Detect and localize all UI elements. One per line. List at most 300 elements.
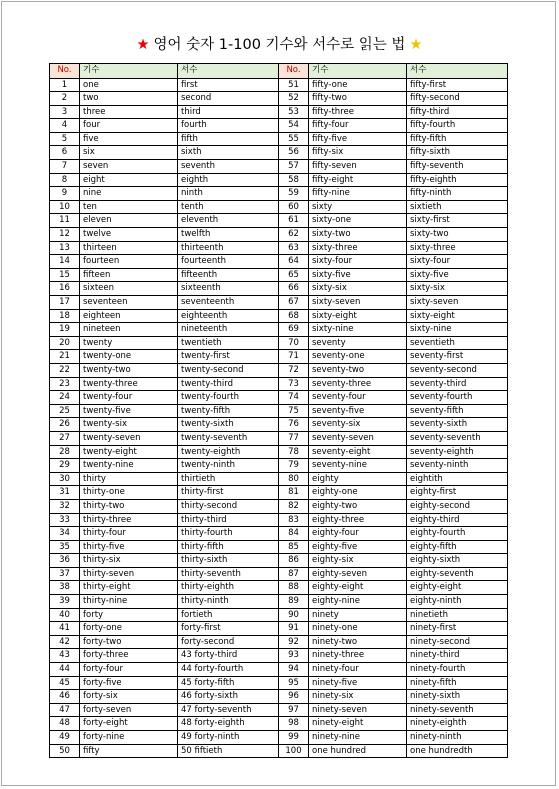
- cell-no-right: 76: [279, 418, 309, 432]
- cell-ordinal-right: seventy-eighth: [407, 445, 508, 459]
- cell-no-right: 82: [279, 499, 309, 513]
- cell-cardinal-right: eighty: [309, 472, 407, 486]
- table-row: [50, 105, 508, 119]
- cell-cardinal-left: forty-one: [80, 622, 178, 636]
- header-no-left: No.: [50, 64, 80, 79]
- cell-ordinal-right: eighty-eight: [407, 581, 508, 595]
- cell-no-left: 45: [50, 676, 80, 690]
- cell-ordinal-right: ninety-fourth: [407, 663, 508, 677]
- table-row: [50, 744, 508, 758]
- cell-no-right: 93: [279, 649, 309, 663]
- cell-cardinal-right: seventy-seven: [309, 431, 407, 445]
- cell-ordinal-right: seventy-fourth: [407, 391, 508, 405]
- cell-cardinal-left: twenty-three: [80, 377, 178, 391]
- cell-cardinal-left: three: [80, 105, 178, 119]
- cell-ordinal-right: eighty-ninth: [407, 595, 508, 609]
- cell-ordinal-left: twenty-third: [178, 377, 279, 391]
- cell-ordinal-left: forty-first: [178, 622, 279, 636]
- table-row: [50, 635, 508, 649]
- cell-no-right: 65: [279, 268, 309, 282]
- table-row: [50, 214, 508, 228]
- cell-cardinal-left: forty-four: [80, 663, 178, 677]
- cell-no-right: 91: [279, 622, 309, 636]
- table-row: [50, 309, 508, 323]
- cell-no-left: 21: [50, 350, 80, 364]
- cell-cardinal-right: sixty-six: [309, 282, 407, 296]
- cell-cardinal-left: fifteen: [80, 268, 178, 282]
- table-row: [50, 377, 508, 391]
- cell-cardinal-left: thirty: [80, 472, 178, 486]
- cell-no-right: 96: [279, 690, 309, 704]
- cell-ordinal-left: twelfth: [178, 228, 279, 242]
- table-row: [50, 445, 508, 459]
- cell-no-right: 57: [279, 160, 309, 174]
- cell-ordinal-left: forty-second: [178, 635, 279, 649]
- table-row: [50, 323, 508, 337]
- cell-ordinal-left: fourteenth: [178, 255, 279, 269]
- cell-ordinal-right: sixty-four: [407, 255, 508, 269]
- cell-cardinal-left: eighteen: [80, 309, 178, 323]
- table-row: [50, 391, 508, 405]
- cell-no-left: 32: [50, 499, 80, 513]
- cell-cardinal-left: four: [80, 119, 178, 133]
- cell-cardinal-left: twenty-six: [80, 418, 178, 432]
- cell-ordinal-left: ninth: [178, 187, 279, 201]
- table-row: [50, 608, 508, 622]
- table-row: [50, 472, 508, 486]
- cell-no-right: 56: [279, 146, 309, 160]
- cell-no-right: 55: [279, 132, 309, 146]
- cell-no-left: 35: [50, 540, 80, 554]
- cell-ordinal-right: sixtieth: [407, 200, 508, 214]
- cell-cardinal-left: fifty: [80, 744, 178, 758]
- cell-ordinal-left: twenty-fifth: [178, 404, 279, 418]
- cell-ordinal-right: ninety-second: [407, 635, 508, 649]
- cell-no-left: 39: [50, 595, 80, 609]
- cell-ordinal-left: third: [178, 105, 279, 119]
- table-row: [50, 717, 508, 731]
- cell-ordinal-left: 44 forty-fourth: [178, 663, 279, 677]
- cell-ordinal-right: one hundredth: [407, 744, 508, 758]
- cell-no-right: 83: [279, 513, 309, 527]
- cell-no-right: 100: [279, 744, 309, 758]
- cell-no-left: 3: [50, 105, 80, 119]
- table-row: [50, 554, 508, 568]
- cell-no-left: 48: [50, 717, 80, 731]
- cell-cardinal-right: seventy-nine: [309, 459, 407, 473]
- cell-ordinal-right: sixty-six: [407, 282, 508, 296]
- cell-cardinal-right: sixty-eight: [309, 309, 407, 323]
- cell-no-right: 72: [279, 363, 309, 377]
- cell-no-right: 60: [279, 200, 309, 214]
- cell-ordinal-right: seventy-ninth: [407, 459, 508, 473]
- table-row: [50, 173, 508, 187]
- cell-ordinal-left: fortieth: [178, 608, 279, 622]
- cell-cardinal-right: seventy-five: [309, 404, 407, 418]
- cell-no-left: 30: [50, 472, 80, 486]
- cell-ordinal-left: twenty-sixth: [178, 418, 279, 432]
- cell-ordinal-right: ninety-first: [407, 622, 508, 636]
- cell-cardinal-left: twenty-five: [80, 404, 178, 418]
- cell-no-left: 38: [50, 581, 80, 595]
- cell-cardinal-right: fifty-two: [309, 92, 407, 106]
- cell-no-left: 8: [50, 173, 80, 187]
- cell-no-left: 36: [50, 554, 80, 568]
- table-row: [50, 431, 508, 445]
- cell-ordinal-right: ninety-sixth: [407, 690, 508, 704]
- cell-cardinal-right: sixty-five: [309, 268, 407, 282]
- cell-ordinal-left: thirty-third: [178, 513, 279, 527]
- cell-cardinal-right: sixty-seven: [309, 296, 407, 310]
- cell-cardinal-left: forty-two: [80, 635, 178, 649]
- cell-cardinal-right: fifty-eight: [309, 173, 407, 187]
- cell-ordinal-right: fifty-fifth: [407, 132, 508, 146]
- cell-ordinal-right: eightith: [407, 472, 508, 486]
- cell-cardinal-left: thirty-seven: [80, 567, 178, 581]
- table-row: [50, 200, 508, 214]
- cell-ordinal-left: sixth: [178, 146, 279, 160]
- cell-cardinal-right: ninety-three: [309, 649, 407, 663]
- cell-ordinal-right: sixty-five: [407, 268, 508, 282]
- cell-no-left: 15: [50, 268, 80, 282]
- cell-ordinal-left: thirty-first: [178, 486, 279, 500]
- cell-cardinal-left: thirteen: [80, 241, 178, 255]
- cell-ordinal-left: thirty-fifth: [178, 540, 279, 554]
- cell-cardinal-left: thirty-four: [80, 527, 178, 541]
- cell-cardinal-right: fifty-six: [309, 146, 407, 160]
- cell-cardinal-right: eighty-nine: [309, 595, 407, 609]
- cell-cardinal-left: seventeen: [80, 296, 178, 310]
- cell-cardinal-right: ninety-two: [309, 635, 407, 649]
- cell-no-right: 80: [279, 472, 309, 486]
- cell-no-left: 10: [50, 200, 80, 214]
- cell-no-right: 95: [279, 676, 309, 690]
- table-row: [50, 703, 508, 717]
- cell-ordinal-right: eighty-seventh: [407, 567, 508, 581]
- cell-cardinal-right: seventy-two: [309, 363, 407, 377]
- cell-ordinal-left: eleventh: [178, 214, 279, 228]
- cell-no-right: 79: [279, 459, 309, 473]
- cell-no-left: 12: [50, 228, 80, 242]
- header-ordinal-left: 서수: [178, 64, 279, 79]
- table-row: [50, 499, 508, 513]
- table-row: [50, 581, 508, 595]
- cell-ordinal-right: fifty-eighth: [407, 173, 508, 187]
- cell-ordinal-left: twenty-eighth: [178, 445, 279, 459]
- cell-no-right: 90: [279, 608, 309, 622]
- cell-cardinal-right: seventy-six: [309, 418, 407, 432]
- cell-ordinal-right: fifty-first: [407, 78, 508, 92]
- cell-ordinal-left: twentieth: [178, 336, 279, 350]
- cell-ordinal-right: eighty-third: [407, 513, 508, 527]
- cell-cardinal-right: eighty-one: [309, 486, 407, 500]
- cell-ordinal-left: 47 forty-seventh: [178, 703, 279, 717]
- cell-cardinal-right: ninety-four: [309, 663, 407, 677]
- cell-ordinal-right: seventy-second: [407, 363, 508, 377]
- cell-cardinal-right: fifty-nine: [309, 187, 407, 201]
- cell-no-left: 11: [50, 214, 80, 228]
- cell-cardinal-right: fifty-three: [309, 105, 407, 119]
- cell-ordinal-right: sixty-two: [407, 228, 508, 242]
- cell-cardinal-right: ninety-nine: [309, 731, 407, 745]
- table-row: [50, 567, 508, 581]
- cell-no-left: 28: [50, 445, 80, 459]
- cell-cardinal-left: twenty: [80, 336, 178, 350]
- cell-cardinal-right: ninety-seven: [309, 703, 407, 717]
- cell-no-right: 92: [279, 635, 309, 649]
- cell-cardinal-left: seven: [80, 160, 178, 174]
- cell-cardinal-left: forty-six: [80, 690, 178, 704]
- cell-no-left: 25: [50, 404, 80, 418]
- cell-no-left: 14: [50, 255, 80, 269]
- cell-no-left: 19: [50, 323, 80, 337]
- cell-cardinal-right: ninety: [309, 608, 407, 622]
- cell-no-right: 71: [279, 350, 309, 364]
- cell-ordinal-left: nineteenth: [178, 323, 279, 337]
- cell-no-right: 85: [279, 540, 309, 554]
- cell-cardinal-right: ninety-eight: [309, 717, 407, 731]
- cell-no-left: 44: [50, 663, 80, 677]
- cell-no-right: 98: [279, 717, 309, 731]
- cell-cardinal-left: five: [80, 132, 178, 146]
- cell-cardinal-right: ninety-six: [309, 690, 407, 704]
- cell-ordinal-right: ninety-ninth: [407, 731, 508, 745]
- table-row: [50, 404, 508, 418]
- cell-no-left: 7: [50, 160, 80, 174]
- cell-ordinal-left: thirty-eighth: [178, 581, 279, 595]
- cell-cardinal-right: sixty-three: [309, 241, 407, 255]
- cell-no-right: 51: [279, 78, 309, 92]
- cell-no-left: 37: [50, 567, 80, 581]
- table-row: [50, 459, 508, 473]
- cell-ordinal-right: eighty-fifth: [407, 540, 508, 554]
- cell-no-left: 13: [50, 241, 80, 255]
- cell-cardinal-left: twenty-nine: [80, 459, 178, 473]
- cell-cardinal-right: sixty: [309, 200, 407, 214]
- header-no-right: No.: [279, 64, 309, 79]
- header-row: [50, 64, 508, 79]
- cell-cardinal-right: sixty-two: [309, 228, 407, 242]
- cell-ordinal-left: thirteenth: [178, 241, 279, 255]
- cell-ordinal-left: 43 forty-third: [178, 649, 279, 663]
- cell-ordinal-left: eighteenth: [178, 309, 279, 323]
- cell-ordinal-right: eighty-second: [407, 499, 508, 513]
- cell-no-left: 18: [50, 309, 80, 323]
- cell-ordinal-left: eighth: [178, 173, 279, 187]
- cell-no-right: 61: [279, 214, 309, 228]
- table-row: [50, 486, 508, 500]
- cell-ordinal-left: 49 forty-ninth: [178, 731, 279, 745]
- cell-cardinal-right: seventy-one: [309, 350, 407, 364]
- table-row: [50, 92, 508, 106]
- numbers-table: [49, 63, 508, 758]
- cell-ordinal-left: twenty-second: [178, 363, 279, 377]
- cell-no-right: 69: [279, 323, 309, 337]
- cell-no-left: 42: [50, 635, 80, 649]
- cell-cardinal-left: forty-seven: [80, 703, 178, 717]
- cell-no-left: 49: [50, 731, 80, 745]
- cell-cardinal-right: ninety-one: [309, 622, 407, 636]
- cell-no-right: 68: [279, 309, 309, 323]
- cell-ordinal-right: sixty-three: [407, 241, 508, 255]
- cell-cardinal-left: twenty-eight: [80, 445, 178, 459]
- table-row: [50, 350, 508, 364]
- table-row: [50, 595, 508, 609]
- cell-cardinal-left: thirty-two: [80, 499, 178, 513]
- cell-cardinal-left: forty-nine: [80, 731, 178, 745]
- table-row: [50, 228, 508, 242]
- cell-no-right: 94: [279, 663, 309, 677]
- cell-cardinal-left: eight: [80, 173, 178, 187]
- cell-ordinal-right: eighty-fourth: [407, 527, 508, 541]
- cell-no-right: 53: [279, 105, 309, 119]
- cell-cardinal-left: one: [80, 78, 178, 92]
- cell-ordinal-right: sixty-first: [407, 214, 508, 228]
- cell-cardinal-left: twenty-two: [80, 363, 178, 377]
- cell-cardinal-right: sixty-nine: [309, 323, 407, 337]
- cell-ordinal-right: ninety-seventh: [407, 703, 508, 717]
- cell-ordinal-right: sixty-seven: [407, 296, 508, 310]
- cell-ordinal-left: thirty-seventh: [178, 567, 279, 581]
- cell-ordinal-right: seventy-third: [407, 377, 508, 391]
- cell-no-left: 4: [50, 119, 80, 133]
- cell-no-right: 58: [279, 173, 309, 187]
- cell-ordinal-right: fifty-second: [407, 92, 508, 106]
- cell-cardinal-left: twenty-seven: [80, 431, 178, 445]
- table-row: [50, 78, 508, 92]
- cell-cardinal-left: six: [80, 146, 178, 160]
- table-row: [50, 268, 508, 282]
- cell-no-left: 17: [50, 296, 80, 310]
- table-row: [50, 540, 508, 554]
- table-row: [50, 296, 508, 310]
- cell-cardinal-left: sixteen: [80, 282, 178, 296]
- table-row: [50, 622, 508, 636]
- table-row: [50, 731, 508, 745]
- cell-ordinal-left: sixteenth: [178, 282, 279, 296]
- cell-no-right: 66: [279, 282, 309, 296]
- cell-cardinal-left: ten: [80, 200, 178, 214]
- cell-no-left: 34: [50, 527, 80, 541]
- red-star-icon: ★: [136, 37, 150, 53]
- title-text: 영어 숫자 1-100 기수와 서수로 읽는 법: [153, 37, 406, 53]
- cell-ordinal-left: twenty-seventh: [178, 431, 279, 445]
- cell-no-right: 73: [279, 377, 309, 391]
- cell-no-left: 6: [50, 146, 80, 160]
- cell-cardinal-left: two: [80, 92, 178, 106]
- cell-ordinal-right: eighty-sixth: [407, 554, 508, 568]
- cell-cardinal-left: forty-eight: [80, 717, 178, 731]
- cell-cardinal-right: fifty-seven: [309, 160, 407, 174]
- cell-ordinal-left: 48 forty-eighth: [178, 717, 279, 731]
- cell-ordinal-left: first: [178, 78, 279, 92]
- cell-ordinal-left: seventh: [178, 160, 279, 174]
- cell-no-left: 5: [50, 132, 80, 146]
- cell-ordinal-right: fifty-ninth: [407, 187, 508, 201]
- cell-no-right: 88: [279, 581, 309, 595]
- table-row: [50, 527, 508, 541]
- cell-no-right: 59: [279, 187, 309, 201]
- cell-cardinal-left: nine: [80, 187, 178, 201]
- table-row: [50, 649, 508, 663]
- cell-ordinal-right: seventy-first: [407, 350, 508, 364]
- cell-ordinal-left: fourth: [178, 119, 279, 133]
- yellow-star-icon: ★: [409, 37, 423, 53]
- cell-cardinal-right: fifty-four: [309, 119, 407, 133]
- cell-cardinal-left: forty-five: [80, 676, 178, 690]
- header-cardinal-left: 기수: [80, 64, 178, 79]
- cell-ordinal-right: ninetieth: [407, 608, 508, 622]
- cell-cardinal-left: thirty-three: [80, 513, 178, 527]
- table-row: [50, 132, 508, 146]
- cell-no-left: 47: [50, 703, 80, 717]
- table-row: [50, 160, 508, 174]
- cell-cardinal-right: seventy: [309, 336, 407, 350]
- cell-ordinal-right: seventy-sixth: [407, 418, 508, 432]
- cell-no-left: 23: [50, 377, 80, 391]
- cell-cardinal-right: eighty-two: [309, 499, 407, 513]
- cell-ordinal-right: fifty-sixth: [407, 146, 508, 160]
- cell-no-right: 64: [279, 255, 309, 269]
- cell-cardinal-left: thirty-six: [80, 554, 178, 568]
- cell-no-left: 33: [50, 513, 80, 527]
- cell-cardinal-left: twenty-one: [80, 350, 178, 364]
- cell-ordinal-left: seventeenth: [178, 296, 279, 310]
- cell-cardinal-right: one hundred: [309, 744, 407, 758]
- cell-no-right: 84: [279, 527, 309, 541]
- cell-ordinal-right: fifty-fourth: [407, 119, 508, 133]
- table-row: [50, 282, 508, 296]
- cell-cardinal-left: eleven: [80, 214, 178, 228]
- cell-cardinal-right: seventy-three: [309, 377, 407, 391]
- cell-cardinal-right: fifty-five: [309, 132, 407, 146]
- cell-ordinal-right: sixty-nine: [407, 323, 508, 337]
- cell-cardinal-right: seventy-four: [309, 391, 407, 405]
- cell-no-right: 70: [279, 336, 309, 350]
- cell-ordinal-right: seventy-seventh: [407, 431, 508, 445]
- cell-ordinal-left: twenty-ninth: [178, 459, 279, 473]
- cell-ordinal-right: fifty-third: [407, 105, 508, 119]
- table-row: [50, 336, 508, 350]
- cell-no-left: 16: [50, 282, 80, 296]
- table-row: [50, 146, 508, 160]
- page-title: [0, 33, 559, 54]
- cell-ordinal-right: sixty-eight: [407, 309, 508, 323]
- cell-ordinal-left: second: [178, 92, 279, 106]
- cell-no-right: 81: [279, 486, 309, 500]
- cell-ordinal-right: ninety-eighth: [407, 717, 508, 731]
- cell-no-right: 89: [279, 595, 309, 609]
- cell-no-right: 52: [279, 92, 309, 106]
- cell-ordinal-right: seventy-fifth: [407, 404, 508, 418]
- table-row: [50, 363, 508, 377]
- cell-cardinal-right: eighty-four: [309, 527, 407, 541]
- table-row: [50, 241, 508, 255]
- cell-ordinal-left: thirty-sixth: [178, 554, 279, 568]
- table-row: [50, 513, 508, 527]
- cell-no-left: 20: [50, 336, 80, 350]
- cell-no-left: 24: [50, 391, 80, 405]
- cell-no-right: 54: [279, 119, 309, 133]
- cell-cardinal-left: thirty-one: [80, 486, 178, 500]
- cell-ordinal-left: fifteenth: [178, 268, 279, 282]
- table-row: [50, 418, 508, 432]
- cell-no-right: 74: [279, 391, 309, 405]
- cell-no-left: 2: [50, 92, 80, 106]
- table-row: [50, 663, 508, 677]
- cell-no-right: 87: [279, 567, 309, 581]
- cell-no-right: 62: [279, 228, 309, 242]
